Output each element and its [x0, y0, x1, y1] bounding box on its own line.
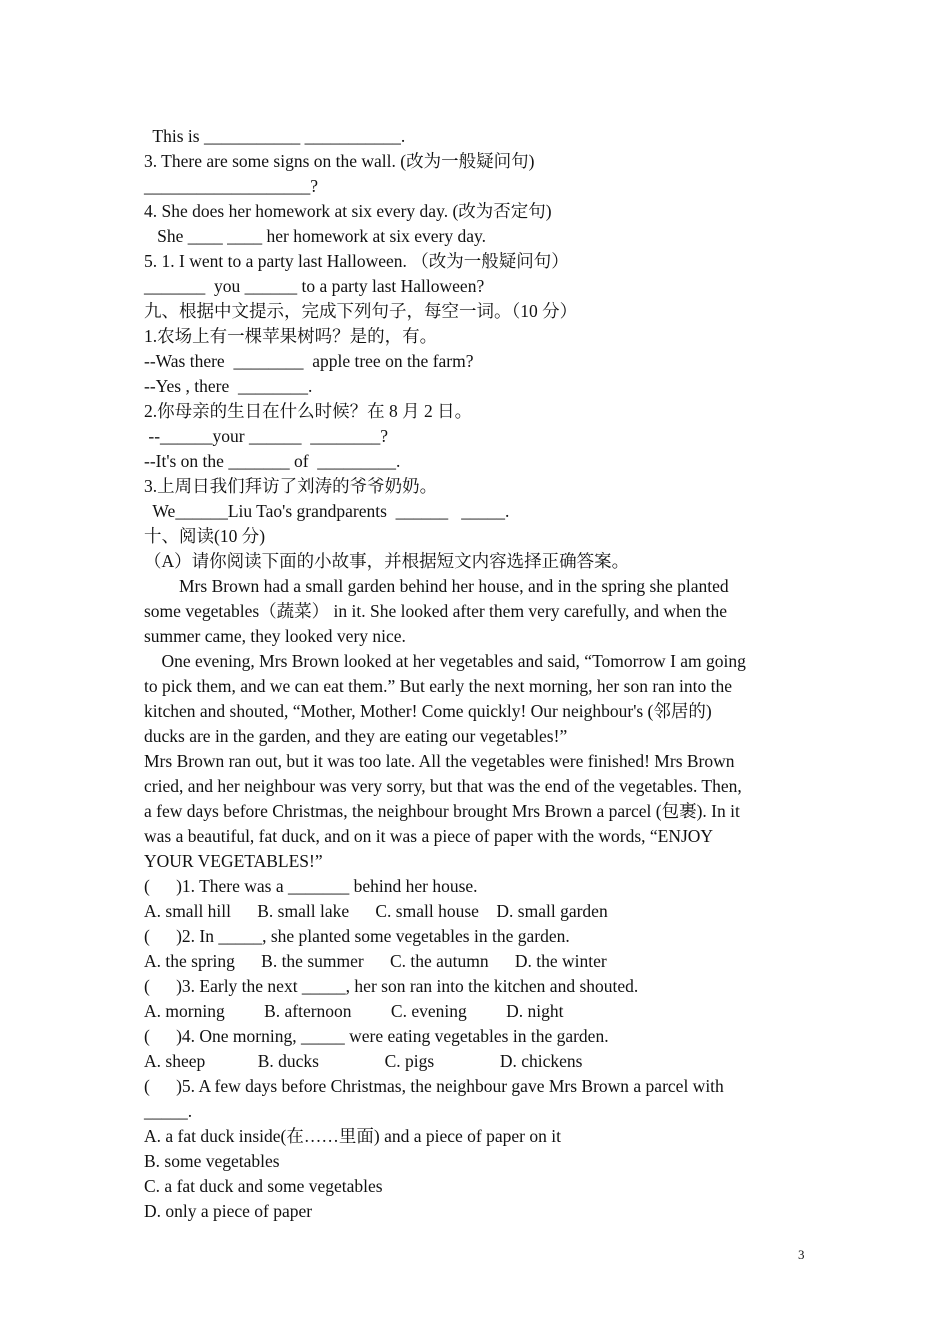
text-line: 3. There are some signs on the wall. (改为一般疑问句) [144, 151, 535, 171]
options-line: A. sheep B. ducks C. pigs D. chickens [144, 1051, 583, 1071]
passage-line: kitchen and shouted, “Mother, Mother! Come quickly! Our neighbour's (邻居的) [144, 701, 712, 721]
option-line: C. a fat duck and some vegetables [144, 1176, 383, 1196]
passage-line: was a beautiful, fat duck, and on it was a piece of paper with the words, “ENJOY [144, 826, 714, 846]
text-line: 5. 1. I went to a party last Halloween. （改为一般疑问句） [144, 251, 569, 271]
text-line: （A）请你阅读下面的小故事，并根据短文内容选择正确答案。 [144, 551, 630, 571]
question-line: ( )5. A few days before Christmas, the neighbour gave Mrs Brown a parcel with [144, 1076, 724, 1096]
passage-line: One evening, Mrs Brown looked at her vegetables and said, “Tomorrow I am going [144, 651, 746, 671]
text-line: --Yes , there ________. [144, 376, 313, 396]
text-line: _______ you ______ to a party last Halloween? [144, 276, 485, 296]
passage-line: a few days before Christmas, the neighbour brought Mrs Brown a parcel (包裹). In it [144, 801, 740, 821]
text-line: ___________________? [144, 176, 319, 196]
options-line: A. small hill B. small lake C. small house D. small garden [144, 901, 608, 921]
text-line: --It's on the _______ of _________. [144, 451, 401, 471]
text-line: --______your ______ ________? [144, 426, 389, 446]
passage-line: cried, and her neighbour was very sorry, but that was the end of the vegetables. Then, [144, 776, 742, 796]
text-line: This is ___________ ___________. [144, 126, 406, 146]
passage-line: Mrs Brown had a small garden behind her house, and in the spring she planted [144, 576, 729, 596]
page-number: 3 [798, 1247, 805, 1262]
text-line: --Was there ________ apple tree on the farm? [144, 351, 474, 371]
section-heading: 九、根据中文提示，完成下列句子，每空一词。（10 分） [144, 301, 578, 321]
passage-line: Mrs Brown ran out, but it was too late. All the vegetables were finished! Mrs Brown [144, 751, 735, 771]
question-line: ( )2. In _____, she planted some vegetables in the garden. [144, 926, 570, 946]
passage-line: YOUR VEGETABLES!” [144, 851, 323, 871]
question-line: ( )4. One morning, _____ were eating vegetables in the garden. [144, 1026, 609, 1046]
options-line: A. the spring B. the summer C. the autumn D. the winter [144, 951, 607, 971]
option-line: D. only a piece of paper [144, 1201, 313, 1221]
section-heading: 十、阅读(10 分) [144, 526, 266, 546]
question-line: _____. [144, 1101, 193, 1121]
passage-line: some vegetables（蔬菜） in it. She looked after them very carefully, and when the [144, 601, 727, 621]
text-line: 1.农场上有一棵苹果树吗？是的，有。 [144, 326, 438, 346]
options-line: A. morning B. afternoon C. evening D. night [144, 1001, 564, 1021]
passage-line: summer came, they looked very nice. [144, 626, 406, 646]
option-line: B. some vegetables [144, 1151, 280, 1171]
text-line: 2.你母亲的生日在什么时候？在 8 月 2 日。 [144, 401, 473, 421]
passage-line: ducks are in the garden, and they are eating our vegetables!” [144, 726, 568, 746]
question-line: ( )1. There was a _______ behind her house. [144, 876, 478, 896]
text-line: We______Liu Tao's grandparents ______ _____. [144, 501, 510, 521]
text-line: 4. She does her homework at six every day. (改为否定句) [144, 201, 552, 221]
text-line: 3.上周日我们拜访了刘涛的爷爷奶奶。 [144, 476, 438, 496]
text-line: She ____ ____ her homework at six every day. [144, 226, 486, 246]
question-line: ( )3. Early the next _____, her son ran into the kitchen and shouted. [144, 976, 639, 996]
passage-line: to pick them, and we can eat them.” But early the next morning, her son ran into the [144, 676, 733, 696]
option-line: A. a fat duck inside(在……里面) and a piece of paper on it [144, 1126, 561, 1146]
